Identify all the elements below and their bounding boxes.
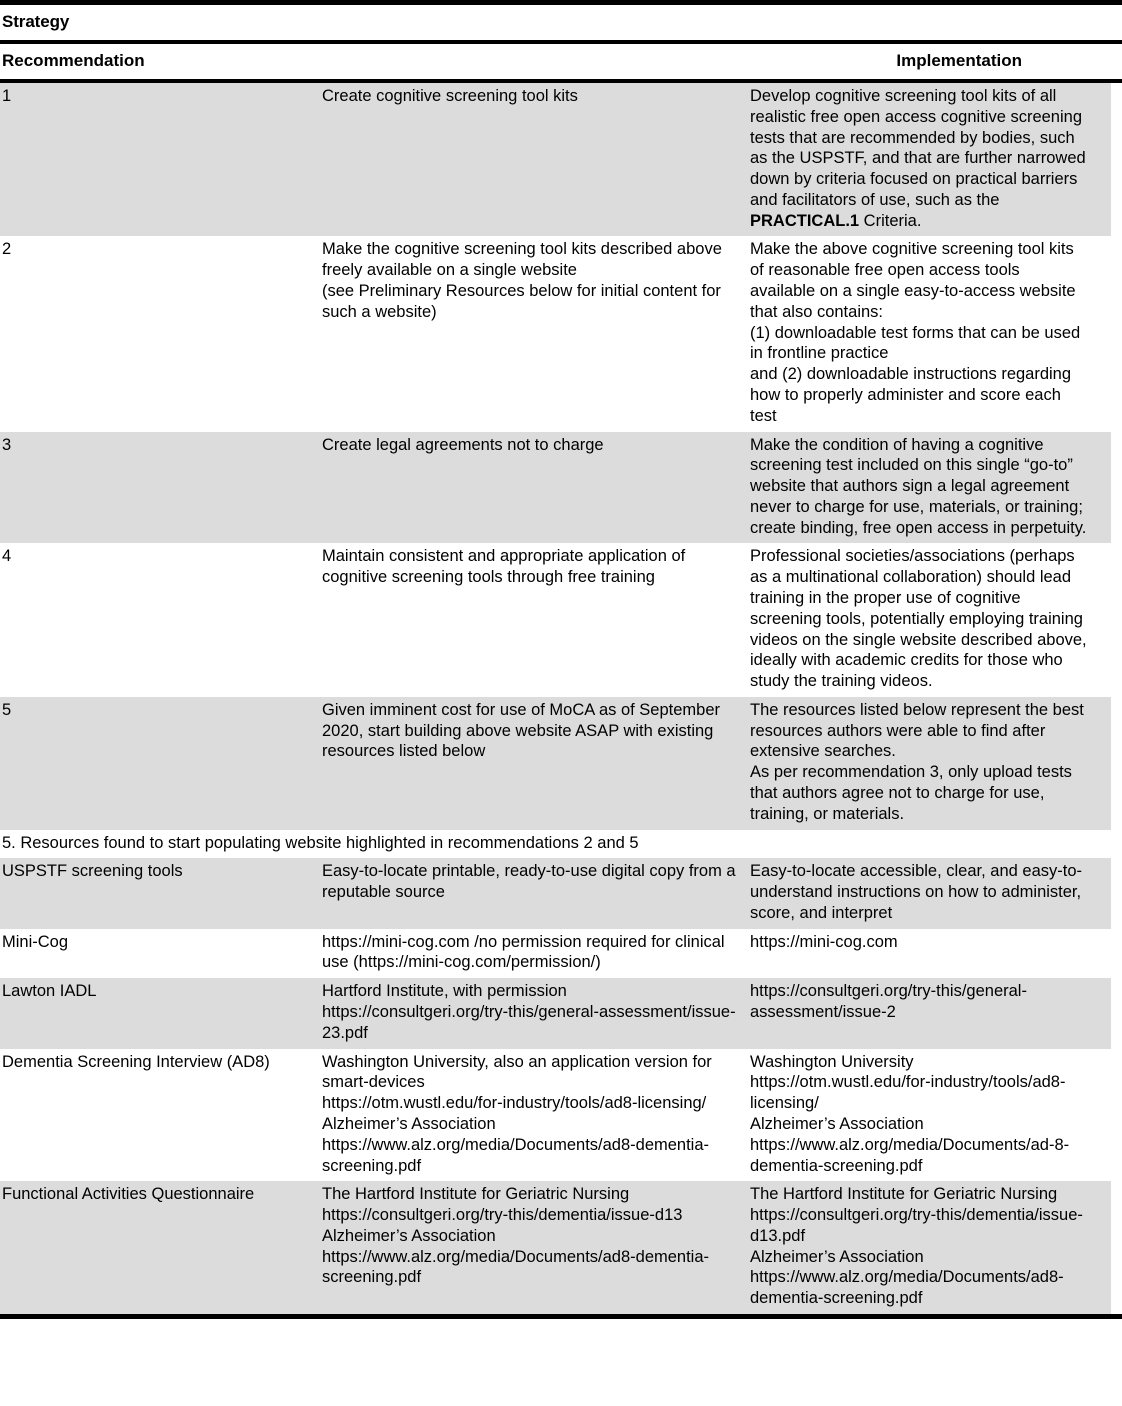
table-row: [0, 236, 1122, 431]
implementation-text: [748, 432, 1122, 544]
resource-row: [0, 858, 1122, 928]
resource-link: [748, 929, 1122, 979]
resource-name: [0, 1049, 320, 1182]
text-line: The Hartford Institute for Geriatric Nursing: [750, 1185, 1058, 1204]
text-line: 3: [2, 435, 12, 454]
text-line: USPSTF screening tools: [2, 862, 183, 881]
text-line: Given imminent cost for use of MoCA as of September 2020, start building above website ASAP with existing resources listed below: [322, 700, 721, 761]
text-line: As per recommendation 3, only upload tests that authors agree not to charge for use, training, or materials.: [750, 763, 1072, 823]
text-line: https://consultgeri.org/try-this/dementia/issue-d13.pdf: [750, 1206, 1083, 1245]
recommendation-number: [0, 697, 320, 830]
implementation-text: Develop cognitive screening tool kits of all realistic free open access cognitive screening tests that are recommended by bodies, such as the USPSTF, and that are further narrowed down by criteria focused on practical barriers and facilitators of use, such as the PRACTICAL.1 Criteria.: [748, 83, 1122, 236]
text-line: Maintain consistent and appropriate application of cognitive screening tools through free training: [322, 547, 686, 587]
recommendation-text: [320, 236, 748, 431]
strategy-table: [0, 83, 1122, 1314]
text-line: Create cognitive screening tool kits: [322, 87, 578, 105]
resource-link: [748, 978, 1122, 1048]
recommendation-number: [0, 236, 320, 431]
resource-name: [0, 929, 320, 979]
resource-source: [320, 978, 748, 1048]
resource-name: [0, 1181, 320, 1314]
practical-criteria-emphasis: PRACTICAL.1: [750, 211, 860, 230]
resources-section-heading: 5. Resources found to start populating website highlighted in recommendations 2 and 5: [0, 830, 1122, 859]
implementation-text: [748, 236, 1122, 431]
resource-name: [0, 858, 320, 928]
resource-row: [0, 978, 1122, 1048]
implementation-text: [748, 697, 1122, 830]
resource-source: [320, 1181, 748, 1314]
resource-source: [320, 1049, 748, 1182]
text-line: https://consultgeri.org/try-this/dementia/issue-d13: [322, 1206, 683, 1225]
text-line: Make the condition of having a cognitive screening test included on this single “go-to” website that authors sign a legal agreement never to charge for use, materials, or training; create binding, free open access in perpetuity.: [750, 435, 1087, 537]
text-line: 2: [2, 240, 12, 259]
recommendation-text: [320, 432, 748, 544]
resources-section-heading-row: [0, 830, 1122, 859]
text-line: Professional societies/associations (perhaps as a multinational collaboration) should lead training in the proper use of cognitive screening tools, potentially employing training videos on the single website described above, ideally with academic credits for those who study the training videos.: [750, 547, 1087, 691]
recommendation-number: [0, 432, 320, 544]
text-line: (1) downloadable test forms that can be used in frontline practice: [750, 323, 1081, 363]
text-line: Easy-to-locate accessible, clear, and easy-to-understand instructions on how to administer, score, and interpret: [750, 862, 1082, 922]
resource-link: [748, 1049, 1122, 1182]
table-row: [0, 543, 1122, 696]
text-line: https://otm.wustl.edu/for-industry/tools/ad8-licensing/: [322, 1094, 707, 1113]
resource-name: [0, 978, 320, 1048]
text-line: https://consultgeri.org/try-this/general-assessment/issue-2: [750, 982, 1027, 1022]
recommendation-text: [320, 543, 748, 696]
resource-row: [0, 1049, 1122, 1182]
text-line: Lawton IADL: [2, 982, 97, 1001]
text-line: and (2) downloadable instructions regarding how to properly administer and score each test: [750, 365, 1072, 425]
text-line: Functional Activities Questionnaire: [2, 1185, 255, 1204]
text-line: https://www.alz.org/media/Documents/ad8-dementia-screening.pdf: [750, 1268, 1064, 1308]
resource-link: [748, 1181, 1122, 1314]
resource-link: [748, 858, 1122, 928]
text-line: https://www.alz.org/media/Documents/ad8-dementia-screening.pdf: [322, 1135, 710, 1175]
recommendation-number: [0, 83, 320, 236]
resource-row: [0, 929, 1122, 979]
recommendation-text: [320, 83, 748, 236]
text-line: https://www.alz.org/media/Documents/ad-8-dementia-screening.pdf: [750, 1135, 1070, 1175]
text-line: Make the cognitive screening tool kits described above freely available on a single website: [322, 240, 722, 280]
resource-source: [320, 858, 748, 928]
text-line: The resources listed below represent the best resources authors were able to find after extensive searches.: [750, 700, 1084, 761]
text-line: Alzheimer’s Association: [750, 1247, 924, 1266]
text-line: Mini-Cog: [2, 932, 69, 951]
text-line: https://www.alz.org/media/Documents/ad8-dementia-screening.pdf: [322, 1247, 710, 1287]
table-row: [0, 432, 1122, 544]
text-line: Dementia Screening Interview (AD8): [2, 1052, 270, 1071]
implementation-text: [748, 543, 1122, 696]
column-header-recommendation: Recommendation: [2, 51, 145, 70]
text-line: https://mini-cog.com: [750, 932, 898, 951]
text-line: Make the above cognitive screening tool kits of reasonable free open access tools available on a single easy-to-access website that also contains:: [750, 240, 1076, 321]
text-line: Alzheimer’s Association: [322, 1114, 496, 1133]
text-line: Alzheimer’s Association: [322, 1226, 496, 1245]
text-line: Hartford Institute, with permission: [322, 982, 567, 1001]
table-row: [0, 83, 1122, 236]
table-row: [0, 697, 1122, 830]
text-line: https://otm.wustl.edu/for-industry/tools/ad8-licensing/: [750, 1073, 1066, 1113]
text-line: https://mini-cog.com /no permission required for clinical use (https://mini-cog.com/permission/): [322, 932, 725, 972]
resource-row: [0, 1181, 1122, 1314]
text-line: Washington University, also an application version for smart-devices: [322, 1052, 712, 1092]
text-line: The Hartford Institute for Geriatric Nursing: [322, 1185, 630, 1204]
table-body: [0, 83, 1122, 1314]
text-line: 4: [2, 547, 12, 566]
text-line: Create legal agreements not to charge: [322, 435, 604, 454]
column-header-implementation: Implementation: [896, 51, 1022, 70]
recommendation-number: [0, 543, 320, 696]
table-caption: Strategy: [2, 12, 70, 31]
text-line: Alzheimer’s Association: [750, 1114, 924, 1133]
text-line: https://consultgeri.org/try-this/general-assessment/issue-23.pdf: [322, 1003, 736, 1042]
text-line: (see Preliminary Resources below for initial content for such a website): [322, 282, 721, 321]
text-line: Washington University: [750, 1052, 914, 1071]
text-line: Easy-to-locate printable, ready-to-use digital copy from a reputable source: [322, 862, 736, 902]
recommendation-text: [320, 697, 748, 830]
column-header-row: [0, 44, 1122, 79]
text-line: 1: [2, 87, 12, 105]
column-header-spacer: [320, 51, 748, 71]
table-bottom-rule: [0, 1314, 1122, 1319]
text-line: 5: [2, 700, 12, 719]
resource-source: [320, 929, 748, 979]
